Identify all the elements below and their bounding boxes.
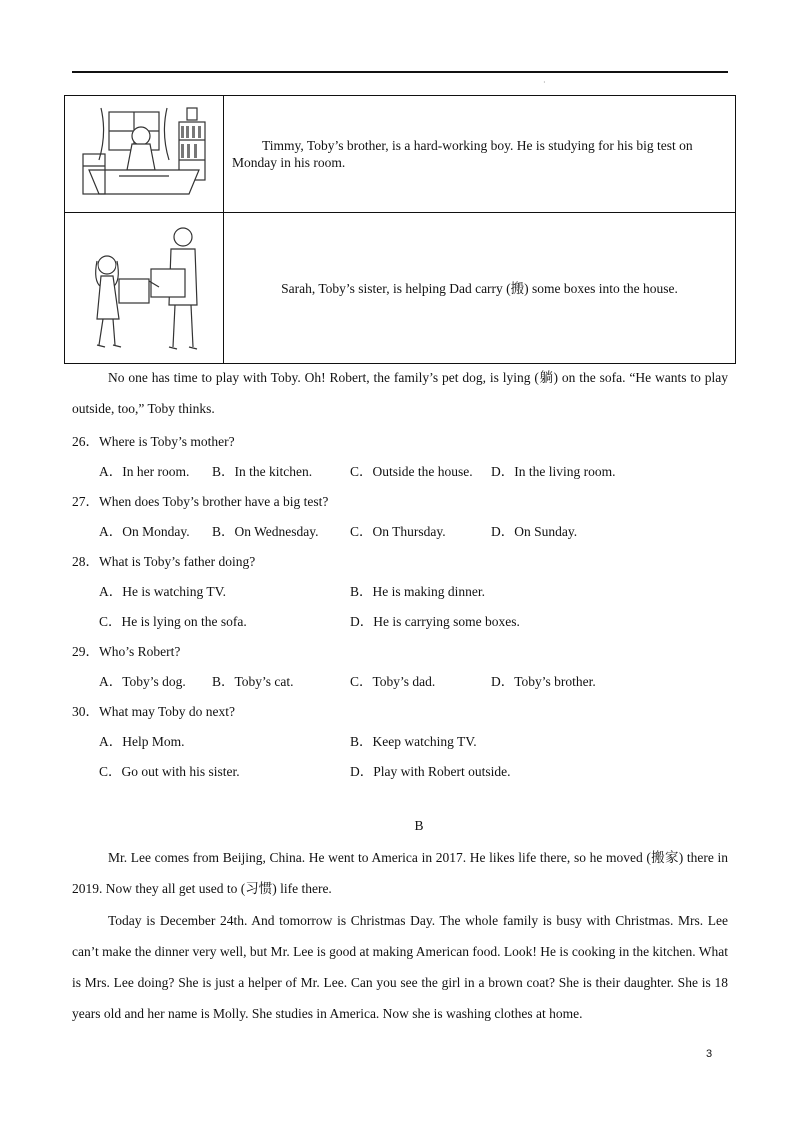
option-27b: B．On Wednesday. — [212, 524, 319, 539]
option-27d: D．On Sunday. — [491, 524, 578, 539]
option-28a: A．He is watching TV. — [99, 584, 226, 599]
option-28d: D．He is carrying some boxes. — [350, 614, 520, 629]
question-26: 26．Where is Toby’s mother? — [72, 434, 235, 449]
option-30b: B．Keep watching TV. — [350, 734, 477, 749]
text-cell — [224, 96, 736, 213]
option-30d: D．Play with Robert outside. — [350, 764, 511, 779]
option-28c: C．He is lying on the sofa. — [99, 614, 247, 629]
question-27: 27．When does Toby’s brother have a big test? — [72, 494, 329, 509]
option-26b: B．In the kitchen. — [212, 464, 313, 479]
row2-text: Sarah, Toby’s sister, is helping Dad carry (搬) some boxes into the house. — [281, 280, 678, 296]
option-29c: C．Toby’s dad. — [350, 674, 436, 689]
table-row — [65, 213, 736, 364]
section-b-paragraph-2: Today is December 24th. And tomorrow is Christmas Day. The whole family is busy with Christmas. Mrs. Lee can’t make the dinner very well, but Mr. Lee is good at making American food. Look! He is cooking in the kitchen. What is Mrs. Lee doing? She is just a helper of Mr. Lee. Can you see the girl in a brown coat? She is their daughter. She is 18 years old and her name is Molly. She studies in America. Now she is washing clothes at home. — [72, 913, 728, 1021]
option-26c: C．Outside the house. — [350, 464, 473, 479]
section-b-paragraph-1: Mr. Lee comes from Beijing, China. He went to America in 2017. He likes life there, so he moved (搬家) there in 2019. Now they all get used to (习惯) life there. — [72, 850, 728, 896]
option-30c: C．Go out with his sister. — [99, 764, 240, 779]
passage-a-ending: No one has time to play with Toby. Oh! Robert, the family’s pet dog, is lying (躺) on the sofa. “He wants to play outside, too,” Toby thinks. — [72, 370, 728, 416]
picture-cell — [65, 96, 224, 213]
page-number: 3 — [706, 1048, 713, 1060]
question-30: 30．What may Toby do next? — [72, 704, 236, 719]
option-29d: D．Toby’s brother. — [491, 674, 596, 689]
option-29b: B．Toby’s cat. — [212, 674, 294, 689]
option-26a: A．In her room. — [99, 464, 190, 479]
section-b-heading: B — [414, 818, 424, 833]
option-26d: D．In the living room. — [491, 464, 616, 479]
question-28: 28．What is Toby’s father doing? — [72, 554, 256, 569]
header-rule — [72, 71, 728, 73]
story-table — [64, 95, 736, 364]
option-27c: C．On Thursday. — [350, 524, 446, 539]
row1-text: Timmy, Toby’s brother, is a hard-working boy. He is studying for his big test on Monday in his room. — [232, 138, 693, 170]
question-29: 29．Who’s Robert? — [72, 644, 181, 659]
option-29a: A．Toby’s dog. — [99, 674, 186, 689]
option-28b: B．He is making dinner. — [350, 584, 485, 599]
girl-helping-dad-illustration — [79, 221, 209, 355]
option-27a: A．On Monday. — [99, 524, 190, 539]
option-30a: A．Help Mom. — [99, 734, 185, 749]
picture-cell — [65, 213, 224, 364]
scan-mark: · — [543, 78, 546, 87]
text-cell — [224, 213, 736, 364]
boy-studying-illustration — [79, 104, 209, 204]
table-row — [65, 96, 736, 213]
